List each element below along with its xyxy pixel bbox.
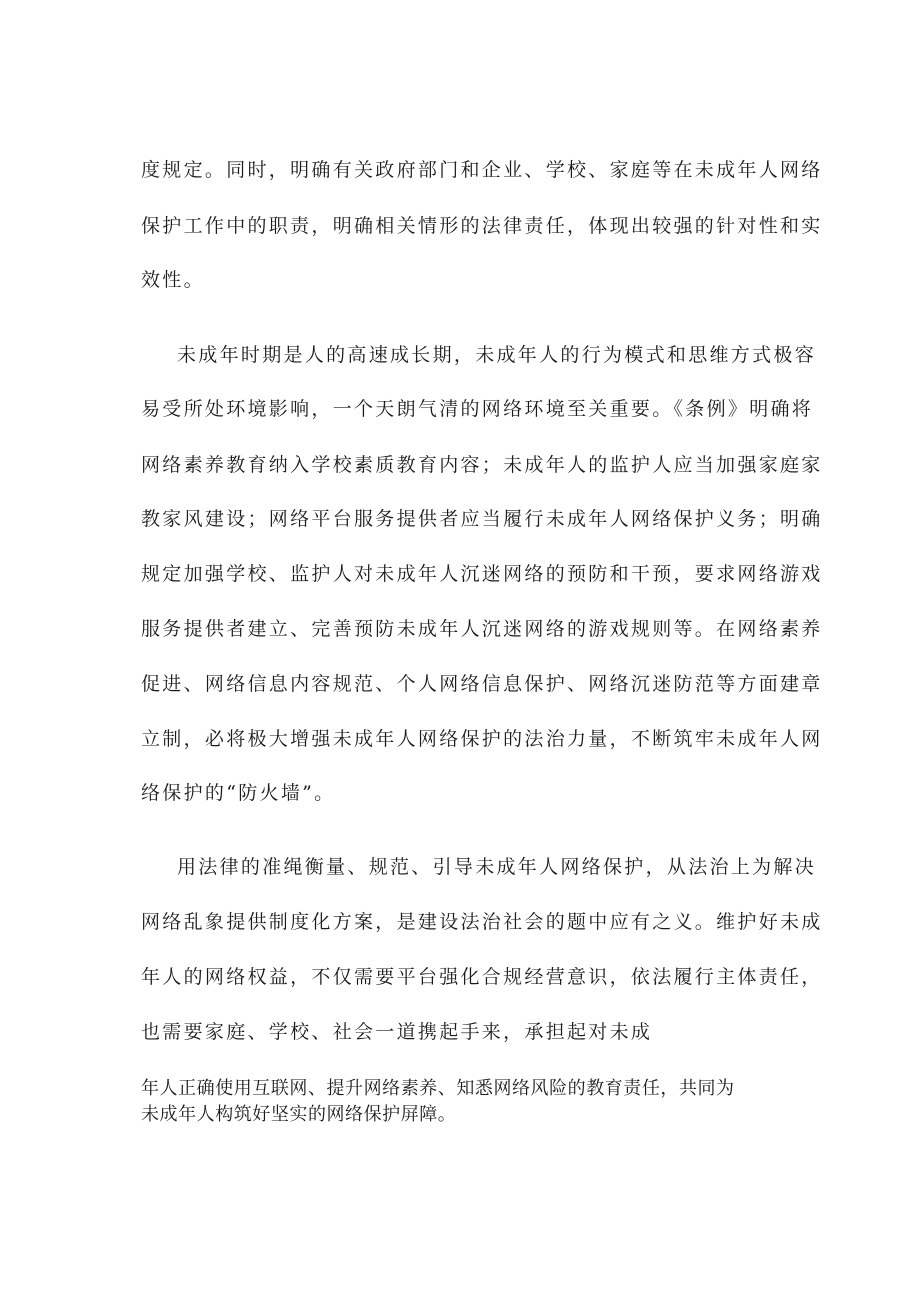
text-line: 规定加强学校、监护人对未成年人沉迷网络的预防和干预，要求网络游戏 bbox=[141, 563, 823, 585]
text-line: 未成年时期是人的高速成长期，未成年人的行为模式和思维方式极容 bbox=[177, 344, 817, 366]
text-line: 效性。 bbox=[141, 269, 205, 291]
text-line: 易受所处环境影响，一个天朗气清的网络环境至关重要。《条例》明确将 bbox=[141, 398, 814, 420]
text-line: 网络乱象提供制度化方案，是建设法治社会的题中应有之义。维护好未成 bbox=[141, 911, 823, 933]
text-line: 教家风建设；网络平台服务提供者应当履行未成年人网络保护义务；明确 bbox=[141, 508, 823, 530]
text-line: 度规定。同时，明确有关政府部门和企业、学校、家庭等在未成年人网络 bbox=[141, 159, 823, 181]
text-line: 络保护的“防火墙”。 bbox=[141, 782, 336, 804]
text-line: 年人正确使用互联网、提升网络素养、知悉网络风险的教育责任，共同为 bbox=[141, 1078, 735, 1099]
text-line: 保护工作中的职责，明确相关情形的法律责任，体现出较强的针对性和实 bbox=[141, 215, 823, 237]
text-line: 也需要家庭、学校、社会一道携起手来，承担起对未成 bbox=[141, 1021, 653, 1043]
text-line: 用法律的准绳衡量、规范、引导未成年人网络保护，从法治上为解决 bbox=[177, 856, 817, 878]
text-line: 网络素养教育纳入学校素质教育内容；未成年人的监护人应当加强家庭家 bbox=[141, 454, 823, 476]
text-line: 立制，必将极大增强未成年人网络保护的法治力量，不断筑牢未成年人网 bbox=[141, 728, 823, 750]
text-line: 未成年人构筑好坚实的网络保护屏障。 bbox=[141, 1104, 457, 1125]
text-line: 服务提供者建立、完善预防未成年人沉迷网络的游戏规则等。在网络素养 bbox=[141, 618, 823, 640]
text-line: 年人的网络权益，不仅需要平台强化合规经营意识，依法履行主体责任， bbox=[141, 966, 823, 988]
text-line: 促进、网络信息内容规范、个人网络信息保护、网络沉迷防范等方面建章 bbox=[141, 673, 823, 695]
